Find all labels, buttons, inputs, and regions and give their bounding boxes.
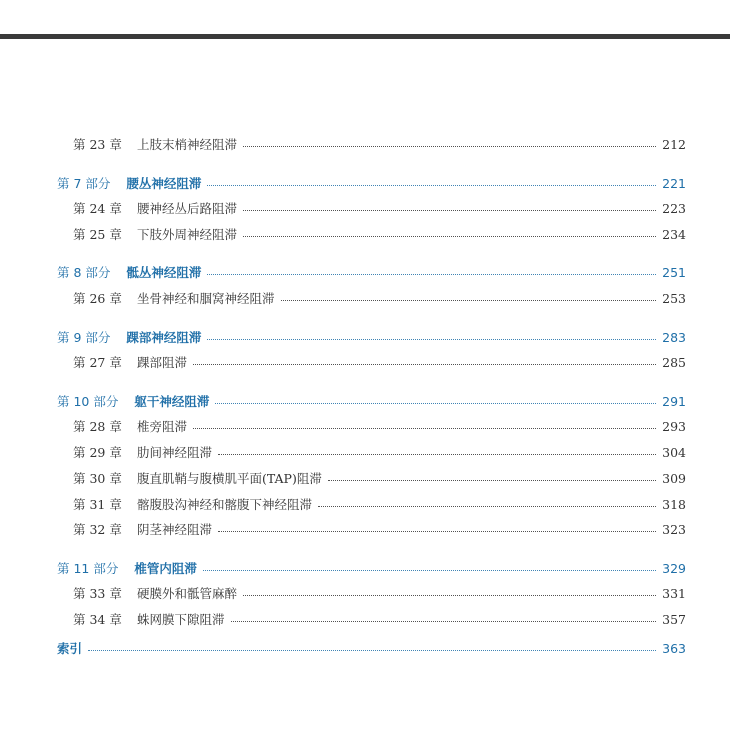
- entry-label: 第 33 章: [73, 586, 122, 601]
- toc-entry-chapter[interactable]: [0, 519, 730, 539]
- toc-entry-chapter[interactable]: [0, 583, 730, 603]
- dot-leader: [88, 649, 656, 651]
- entry-title: 骶丛神经阻滞: [126, 265, 202, 280]
- toc-entry-chapter[interactable]: [0, 198, 730, 218]
- toc-entry-chapter[interactable]: [0, 288, 730, 308]
- entry-label: 第 26 章: [73, 291, 122, 306]
- entry-label: 第 30 章: [73, 471, 122, 486]
- entry-title: 椎管内阻滞: [134, 561, 197, 576]
- entry-title: 腹直肌鞘与腹横肌平面(TAP)阻滞: [137, 471, 322, 486]
- entry-page: 331: [662, 585, 686, 601]
- dot-leader: [218, 530, 656, 532]
- entry-label: 第 8 部分: [57, 265, 111, 280]
- entry-label: 第 27 章: [73, 355, 122, 370]
- entry-title: 腰神经丛后路阻滞: [137, 201, 238, 216]
- toc-entry-part[interactable]: [0, 262, 730, 282]
- entry-page: 285: [662, 354, 686, 370]
- toc-entry-part[interactable]: [0, 327, 730, 347]
- dot-leader: [215, 402, 656, 404]
- entry-title: 椎旁阻滞: [137, 419, 188, 434]
- entry-label: 第 10 部分: [57, 394, 119, 409]
- entry-title: 踝部神经阻滞: [126, 330, 202, 345]
- toc-entry-chapter[interactable]: [0, 468, 730, 488]
- toc-entry-chapter[interactable]: [0, 352, 730, 372]
- toc-entry-chapter[interactable]: [0, 224, 730, 244]
- entry-label: 第 25 章: [73, 227, 122, 242]
- entry-page: 357: [662, 611, 686, 627]
- entry-page: 304: [662, 444, 686, 460]
- entry-title: 踝部阻滞: [137, 355, 188, 370]
- entry-page: 323: [662, 521, 686, 537]
- entry-page: 291: [662, 393, 686, 409]
- dot-leader: [193, 363, 656, 365]
- entry-label: 第 32 章: [73, 522, 122, 537]
- entry-title: 硬膜外和骶管麻醉: [137, 586, 238, 601]
- entry-title: 坐骨神经和腘窝神经阻滞: [137, 291, 275, 306]
- header-rule: [0, 34, 730, 39]
- toc-entry-chapter[interactable]: [0, 494, 730, 514]
- entry-title: 髂腹股沟神经和髂腹下神经阻滞: [137, 497, 313, 512]
- entry-page: 363: [662, 640, 686, 656]
- entry-page: 221: [662, 175, 686, 191]
- dot-leader: [218, 453, 656, 455]
- entry-title: 下肢外周神经阻滞: [137, 227, 238, 242]
- entry-page: 234: [662, 226, 686, 242]
- toc-entry-chapter[interactable]: [0, 134, 730, 154]
- entry-title: 阴茎神经阻滞: [137, 522, 213, 537]
- dot-leader: [243, 209, 656, 211]
- entry-label: 第 11 部分: [57, 561, 119, 576]
- entry-page: 318: [662, 496, 686, 512]
- dot-leader: [281, 299, 657, 301]
- entry-label: 第 31 章: [73, 497, 122, 512]
- entry-label: 第 34 章: [73, 612, 122, 627]
- toc-entry-part[interactable]: [0, 391, 730, 411]
- entry-label: 第 23 章: [73, 137, 122, 152]
- entry-title: 腰丛神经阻滞: [126, 176, 202, 191]
- dot-leader: [243, 235, 656, 237]
- entry-title: 躯干神经阻滞: [134, 394, 210, 409]
- entry-page: 309: [662, 470, 686, 486]
- entry-label: 第 7 部分: [57, 176, 111, 191]
- entry-page: 329: [662, 560, 686, 576]
- dot-leader: [207, 273, 656, 275]
- entry-page: 293: [662, 418, 686, 434]
- entry-page: 223: [662, 200, 686, 216]
- toc-entry-part[interactable]: [0, 558, 730, 578]
- dot-leader: [243, 145, 656, 147]
- dot-leader: [203, 569, 656, 571]
- entry-page: 283: [662, 329, 686, 345]
- dot-leader: [231, 620, 657, 622]
- dot-leader: [207, 338, 656, 340]
- toc-entry-chapter[interactable]: [0, 416, 730, 436]
- entry-page: 251: [662, 264, 686, 280]
- entry-label: 第 29 章: [73, 445, 122, 460]
- dot-leader: [328, 479, 656, 481]
- entry-title: 上肢末梢神经阻滞: [137, 137, 238, 152]
- dot-leader: [318, 505, 656, 507]
- toc-entry-index[interactable]: [0, 638, 730, 658]
- toc-entry-chapter[interactable]: [0, 609, 730, 629]
- dot-leader: [243, 594, 656, 596]
- entry-label: 第 9 部分: [57, 330, 111, 345]
- entry-title: 蛛网膜下隙阻滞: [137, 612, 225, 627]
- toc-entry-part[interactable]: [0, 173, 730, 193]
- entry-label: 第 28 章: [73, 419, 122, 434]
- entry-title: 肋间神经阻滞: [137, 445, 213, 460]
- entry-page: 253: [662, 290, 686, 306]
- dot-leader: [207, 184, 656, 186]
- entry-label: 第 24 章: [73, 201, 122, 216]
- dot-leader: [193, 427, 656, 429]
- entry-title: 索引: [57, 641, 83, 656]
- entry-page: 212: [662, 136, 686, 152]
- toc-entry-chapter[interactable]: [0, 442, 730, 462]
